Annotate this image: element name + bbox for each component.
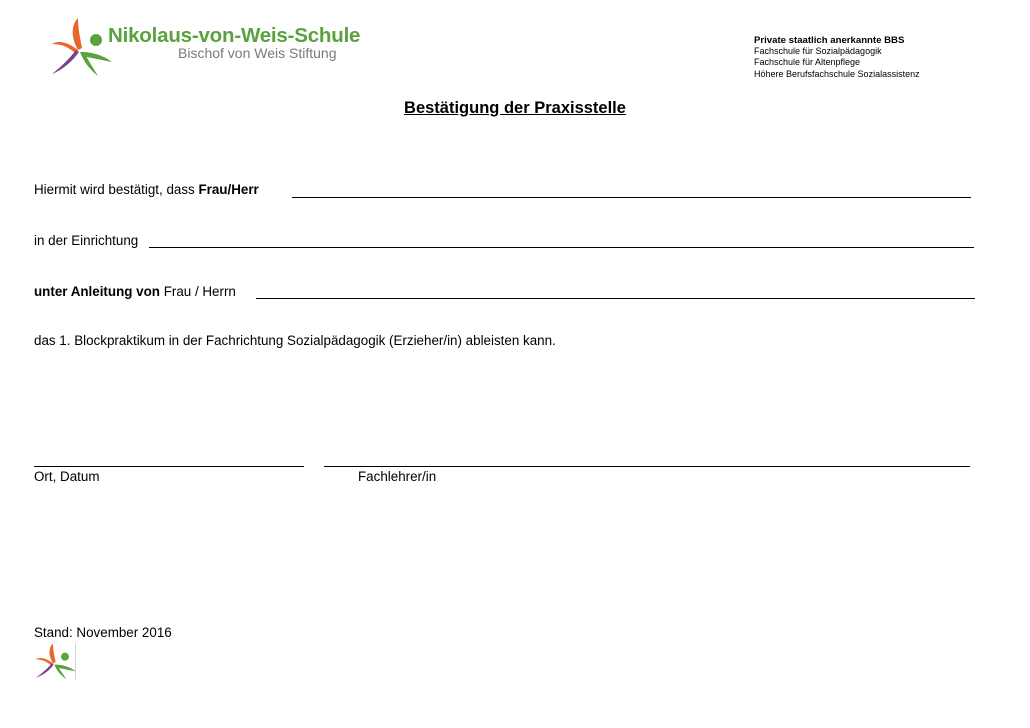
supervisor-label-bold: unter Anleitung von: [34, 284, 160, 299]
practicum-statement: das 1. Blockpraktikum in der Fachrichtung Sozialpädagogik (Erzieher/in) ableisten kann.: [34, 333, 556, 348]
school-subtitle: Bischof von Weis Stiftung: [178, 45, 337, 61]
supervisor-line: [34, 284, 236, 299]
institution-line-label: in der Einrichtung: [34, 233, 139, 248]
person-line-prefix: Hiermit wird bestätigt, dass: [34, 182, 199, 197]
institution-field[interactable]: [149, 247, 974, 248]
footer-logo-icon: [33, 642, 77, 682]
school-types-list: [754, 35, 920, 80]
place-date-signature-line[interactable]: [34, 466, 304, 467]
school-type-line: Höhere Berufsfachschule Sozialassistenz: [754, 68, 920, 79]
person-salutation: Frau/Herr: [198, 182, 259, 197]
school-logo-icon: [48, 16, 114, 82]
person-line: [34, 182, 259, 197]
teacher-label: Fachlehrer/in: [358, 469, 437, 484]
school-name: Nikolaus-von-Weis-Schule: [108, 24, 361, 47]
supervisor-name-field[interactable]: [256, 298, 975, 299]
footer-date: Stand: November 2016: [34, 625, 172, 640]
person-name-field[interactable]: [292, 197, 971, 198]
school-type-line: Fachschule für Altenpflege: [754, 57, 861, 68]
supervisor-salutation: Frau / Herrn: [159, 284, 236, 299]
place-date-label: Ort, Datum: [34, 469, 100, 484]
document-title: Bestätigung der Praxisstelle: [404, 99, 626, 117]
school-type-line: Fachschule für Sozialpädagogik: [754, 46, 882, 57]
teacher-signature-line[interactable]: [324, 466, 970, 467]
school-type-line: Private staatlich anerkannte BBS: [754, 35, 905, 46]
